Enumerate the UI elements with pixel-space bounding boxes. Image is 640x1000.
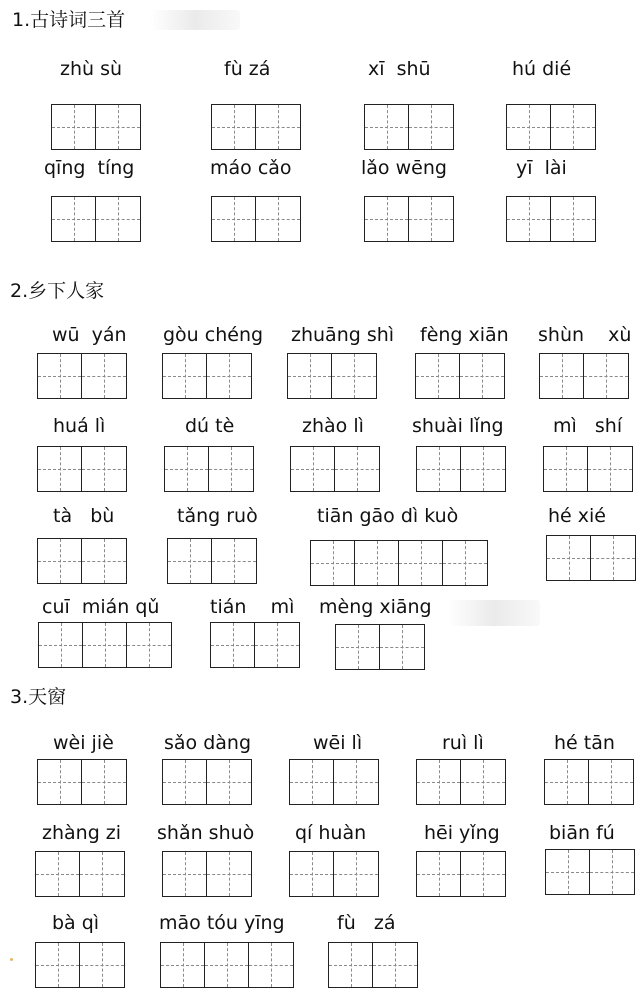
- tian-zi-cell[interactable]: [545, 760, 589, 804]
- tian-zi-cell[interactable]: [540, 354, 584, 398]
- tian-zi-cell[interactable]: [365, 197, 409, 241]
- tian-zi-cell[interactable]: [212, 539, 256, 583]
- writing-grid[interactable]: [415, 353, 505, 399]
- pinyin-label: máo cǎo: [210, 157, 292, 179]
- tian-zi-cell[interactable]: [311, 541, 355, 585]
- writing-grid[interactable]: [51, 196, 141, 242]
- tian-zi-cell[interactable]: [589, 760, 633, 804]
- writing-grid[interactable]: [289, 759, 379, 805]
- pinyin-label: tà bù: [53, 505, 115, 527]
- tian-zi-cell[interactable]: [507, 197, 551, 241]
- tian-zi-cell[interactable]: [161, 943, 205, 987]
- writing-grid[interactable]: [506, 196, 596, 242]
- tian-zi-cell[interactable]: [163, 852, 207, 896]
- writing-grid[interactable]: [164, 446, 254, 492]
- tian-zi-cell[interactable]: [36, 852, 80, 896]
- tian-zi-cell[interactable]: [83, 623, 127, 667]
- writing-grid[interactable]: [210, 622, 300, 668]
- writing-grid[interactable]: [162, 851, 252, 897]
- tian-zi-cell[interactable]: [165, 447, 209, 491]
- writing-grid[interactable]: [289, 851, 379, 897]
- writing-grid[interactable]: [35, 942, 125, 988]
- writing-grid[interactable]: [416, 759, 506, 805]
- tian-zi-cell[interactable]: [590, 850, 634, 894]
- pinyin-label: ruì lì: [442, 732, 484, 754]
- pinyin-label: biān fú: [549, 822, 615, 844]
- tian-zi-cell[interactable]: [443, 541, 487, 585]
- writing-grid[interactable]: [364, 196, 454, 242]
- tian-zi-cell[interactable]: [212, 197, 256, 241]
- writing-grid[interactable]: [506, 104, 596, 150]
- tian-zi-cell[interactable]: [209, 447, 253, 491]
- writing-grid[interactable]: [290, 446, 380, 492]
- tian-zi-cell[interactable]: [461, 447, 505, 491]
- writing-grid[interactable]: [545, 849, 635, 895]
- tian-zi-cell[interactable]: [336, 625, 380, 669]
- writing-grid[interactable]: [335, 624, 425, 670]
- tian-zi-cell[interactable]: [584, 354, 628, 398]
- tian-zi-cell[interactable]: [591, 536, 635, 580]
- scan-smudge: [448, 600, 540, 626]
- pinyin-label: lǎo wēng: [361, 157, 447, 179]
- tian-zi-cell[interactable]: [52, 105, 96, 149]
- tian-zi-cell[interactable]: [82, 760, 126, 804]
- pinyin-label: tǎng ruò: [177, 505, 258, 527]
- writing-grid[interactable]: [160, 942, 294, 988]
- tian-zi-cell[interactable]: [588, 447, 632, 491]
- pinyin-label: mèng xiāng: [319, 596, 432, 618]
- writing-grid[interactable]: [546, 535, 636, 581]
- tian-zi-cell[interactable]: [365, 105, 409, 149]
- pinyin-label: xī shū: [368, 58, 431, 80]
- tian-zi-cell[interactable]: [80, 852, 124, 896]
- writing-grid[interactable]: [51, 104, 141, 150]
- pinyin-label: cuī mián qǔ: [42, 596, 160, 618]
- pinyin-label: zhuāng shì: [291, 324, 395, 346]
- tian-zi-cell[interactable]: [288, 354, 332, 398]
- tian-zi-cell[interactable]: [409, 197, 453, 241]
- tian-zi-cell[interactable]: [291, 447, 335, 491]
- writing-grid[interactable]: [162, 353, 252, 399]
- section-heading-2: 2.乡下人家: [10, 280, 105, 302]
- tian-zi-cell[interactable]: [461, 760, 505, 804]
- writing-grid[interactable]: [539, 353, 629, 399]
- pinyin-label: shuài lǐng: [412, 415, 504, 437]
- writing-grid[interactable]: [37, 353, 127, 399]
- tian-zi-cell[interactable]: [461, 852, 505, 896]
- pinyin-label: māo tóu yīng: [159, 912, 285, 934]
- pinyin-label: wèi jiè: [53, 732, 114, 754]
- writing-grid[interactable]: [37, 446, 127, 492]
- writing-grid[interactable]: [162, 759, 252, 805]
- scan-smudge: [150, 10, 240, 30]
- tian-zi-cell[interactable]: [417, 447, 461, 491]
- writing-grid[interactable]: [416, 851, 506, 897]
- tian-zi-cell[interactable]: [207, 852, 251, 896]
- tian-zi-cell[interactable]: [546, 850, 590, 894]
- pinyin-label: hé tān: [554, 732, 615, 754]
- pinyin-label: sǎo dàng: [164, 732, 252, 754]
- tian-zi-cell[interactable]: [82, 354, 126, 398]
- section-heading-3: 3.天窗: [10, 686, 67, 708]
- tian-zi-cell[interactable]: [551, 105, 595, 149]
- tian-zi-cell[interactable]: [52, 197, 96, 241]
- pinyin-label: fèng xiān: [420, 324, 509, 346]
- tian-zi-cell[interactable]: [507, 105, 551, 149]
- tian-zi-cell[interactable]: [373, 943, 417, 987]
- pinyin-label: mì shí: [553, 415, 623, 437]
- tian-zi-cell[interactable]: [163, 354, 207, 398]
- pinyin-label: bà qì: [52, 912, 100, 934]
- tian-zi-cell[interactable]: [80, 943, 124, 987]
- tian-zi-cell[interactable]: [332, 354, 376, 398]
- pinyin-label: tiān gāo dì kuò: [317, 505, 459, 527]
- pinyin-label: zhàng zi: [42, 822, 122, 844]
- pinyin-label: zhào lì: [302, 415, 364, 437]
- pinyin-label: dú tè: [185, 415, 235, 437]
- tian-zi-cell[interactable]: [38, 447, 82, 491]
- tian-zi-cell[interactable]: [249, 943, 293, 987]
- section-heading-1: 1.古诗词三首: [12, 9, 126, 31]
- tian-zi-cell[interactable]: [36, 943, 80, 987]
- pinyin-label: fù zá: [337, 912, 396, 934]
- pinyin-label: hēi yǐng: [424, 822, 500, 844]
- tian-zi-cell[interactable]: [334, 760, 378, 804]
- tian-zi-cell[interactable]: [547, 536, 591, 580]
- tian-zi-cell[interactable]: [127, 623, 171, 667]
- tian-zi-cell[interactable]: [409, 105, 453, 149]
- writing-grid[interactable]: [37, 759, 127, 805]
- tian-zi-cell[interactable]: [329, 943, 373, 987]
- tian-zi-cell[interactable]: [335, 447, 379, 491]
- writing-grid[interactable]: [287, 353, 377, 399]
- tian-zi-cell[interactable]: [380, 625, 424, 669]
- tian-zi-cell[interactable]: [212, 105, 256, 149]
- pinyin-label: huá lì: [53, 415, 106, 437]
- tian-zi-cell[interactable]: [399, 541, 443, 585]
- tian-zi-cell[interactable]: [211, 623, 255, 667]
- tian-zi-cell[interactable]: [256, 197, 300, 241]
- tian-zi-cell[interactable]: [544, 447, 588, 491]
- pinyin-label: gòu chéng: [163, 324, 264, 346]
- pinyin-label: shǎn shuò: [157, 822, 255, 844]
- pinyin-label: tián mì: [210, 596, 295, 618]
- writing-grid[interactable]: [328, 942, 418, 988]
- pinyin-label: shùn xù: [538, 324, 632, 346]
- tian-zi-cell[interactable]: [290, 852, 334, 896]
- writing-grid[interactable]: [310, 540, 488, 586]
- writing-grid[interactable]: [167, 538, 257, 584]
- writing-grid[interactable]: [544, 759, 634, 805]
- tian-zi-cell[interactable]: [417, 852, 461, 896]
- writing-grid[interactable]: [38, 622, 172, 668]
- tian-zi-cell[interactable]: [205, 943, 249, 987]
- pinyin-label: wēi lì: [313, 732, 363, 754]
- tian-zi-cell[interactable]: [82, 539, 126, 583]
- tian-zi-cell[interactable]: [417, 760, 461, 804]
- pinyin-label: zhù sù: [60, 58, 123, 80]
- tian-zi-cell[interactable]: [96, 105, 140, 149]
- pinyin-label: hé xié: [548, 505, 606, 527]
- writing-grid[interactable]: [35, 851, 125, 897]
- tian-zi-cell[interactable]: [416, 354, 460, 398]
- tian-zi-cell[interactable]: [551, 197, 595, 241]
- writing-grid[interactable]: [364, 104, 454, 150]
- writing-grid[interactable]: [416, 446, 506, 492]
- writing-grid[interactable]: [211, 196, 301, 242]
- writing-grid[interactable]: [211, 104, 301, 150]
- writing-grid[interactable]: [37, 538, 127, 584]
- tian-zi-cell[interactable]: [207, 760, 251, 804]
- pinyin-label: hú dié: [512, 58, 572, 80]
- tian-zi-cell[interactable]: [38, 539, 82, 583]
- pinyin-label: qí huàn: [295, 822, 367, 844]
- tian-zi-cell[interactable]: [256, 105, 300, 149]
- pinyin-label: qīng tíng: [44, 157, 135, 179]
- tian-zi-cell[interactable]: [38, 354, 82, 398]
- tian-zi-cell[interactable]: [355, 541, 399, 585]
- pinyin-label: yī lài: [516, 157, 567, 179]
- scan-dot: [10, 958, 13, 961]
- tian-zi-cell[interactable]: [255, 623, 299, 667]
- tian-zi-cell[interactable]: [460, 354, 504, 398]
- tian-zi-cell[interactable]: [39, 623, 83, 667]
- tian-zi-cell[interactable]: [96, 197, 140, 241]
- tian-zi-cell[interactable]: [38, 760, 82, 804]
- writing-grid[interactable]: [543, 446, 633, 492]
- pinyin-label: fù zá: [224, 58, 271, 80]
- tian-zi-cell[interactable]: [168, 539, 212, 583]
- tian-zi-cell[interactable]: [207, 354, 251, 398]
- pinyin-label: wū yán: [52, 324, 127, 346]
- tian-zi-cell[interactable]: [163, 760, 207, 804]
- tian-zi-cell[interactable]: [290, 760, 334, 804]
- tian-zi-cell[interactable]: [334, 852, 378, 896]
- tian-zi-cell[interactable]: [82, 447, 126, 491]
